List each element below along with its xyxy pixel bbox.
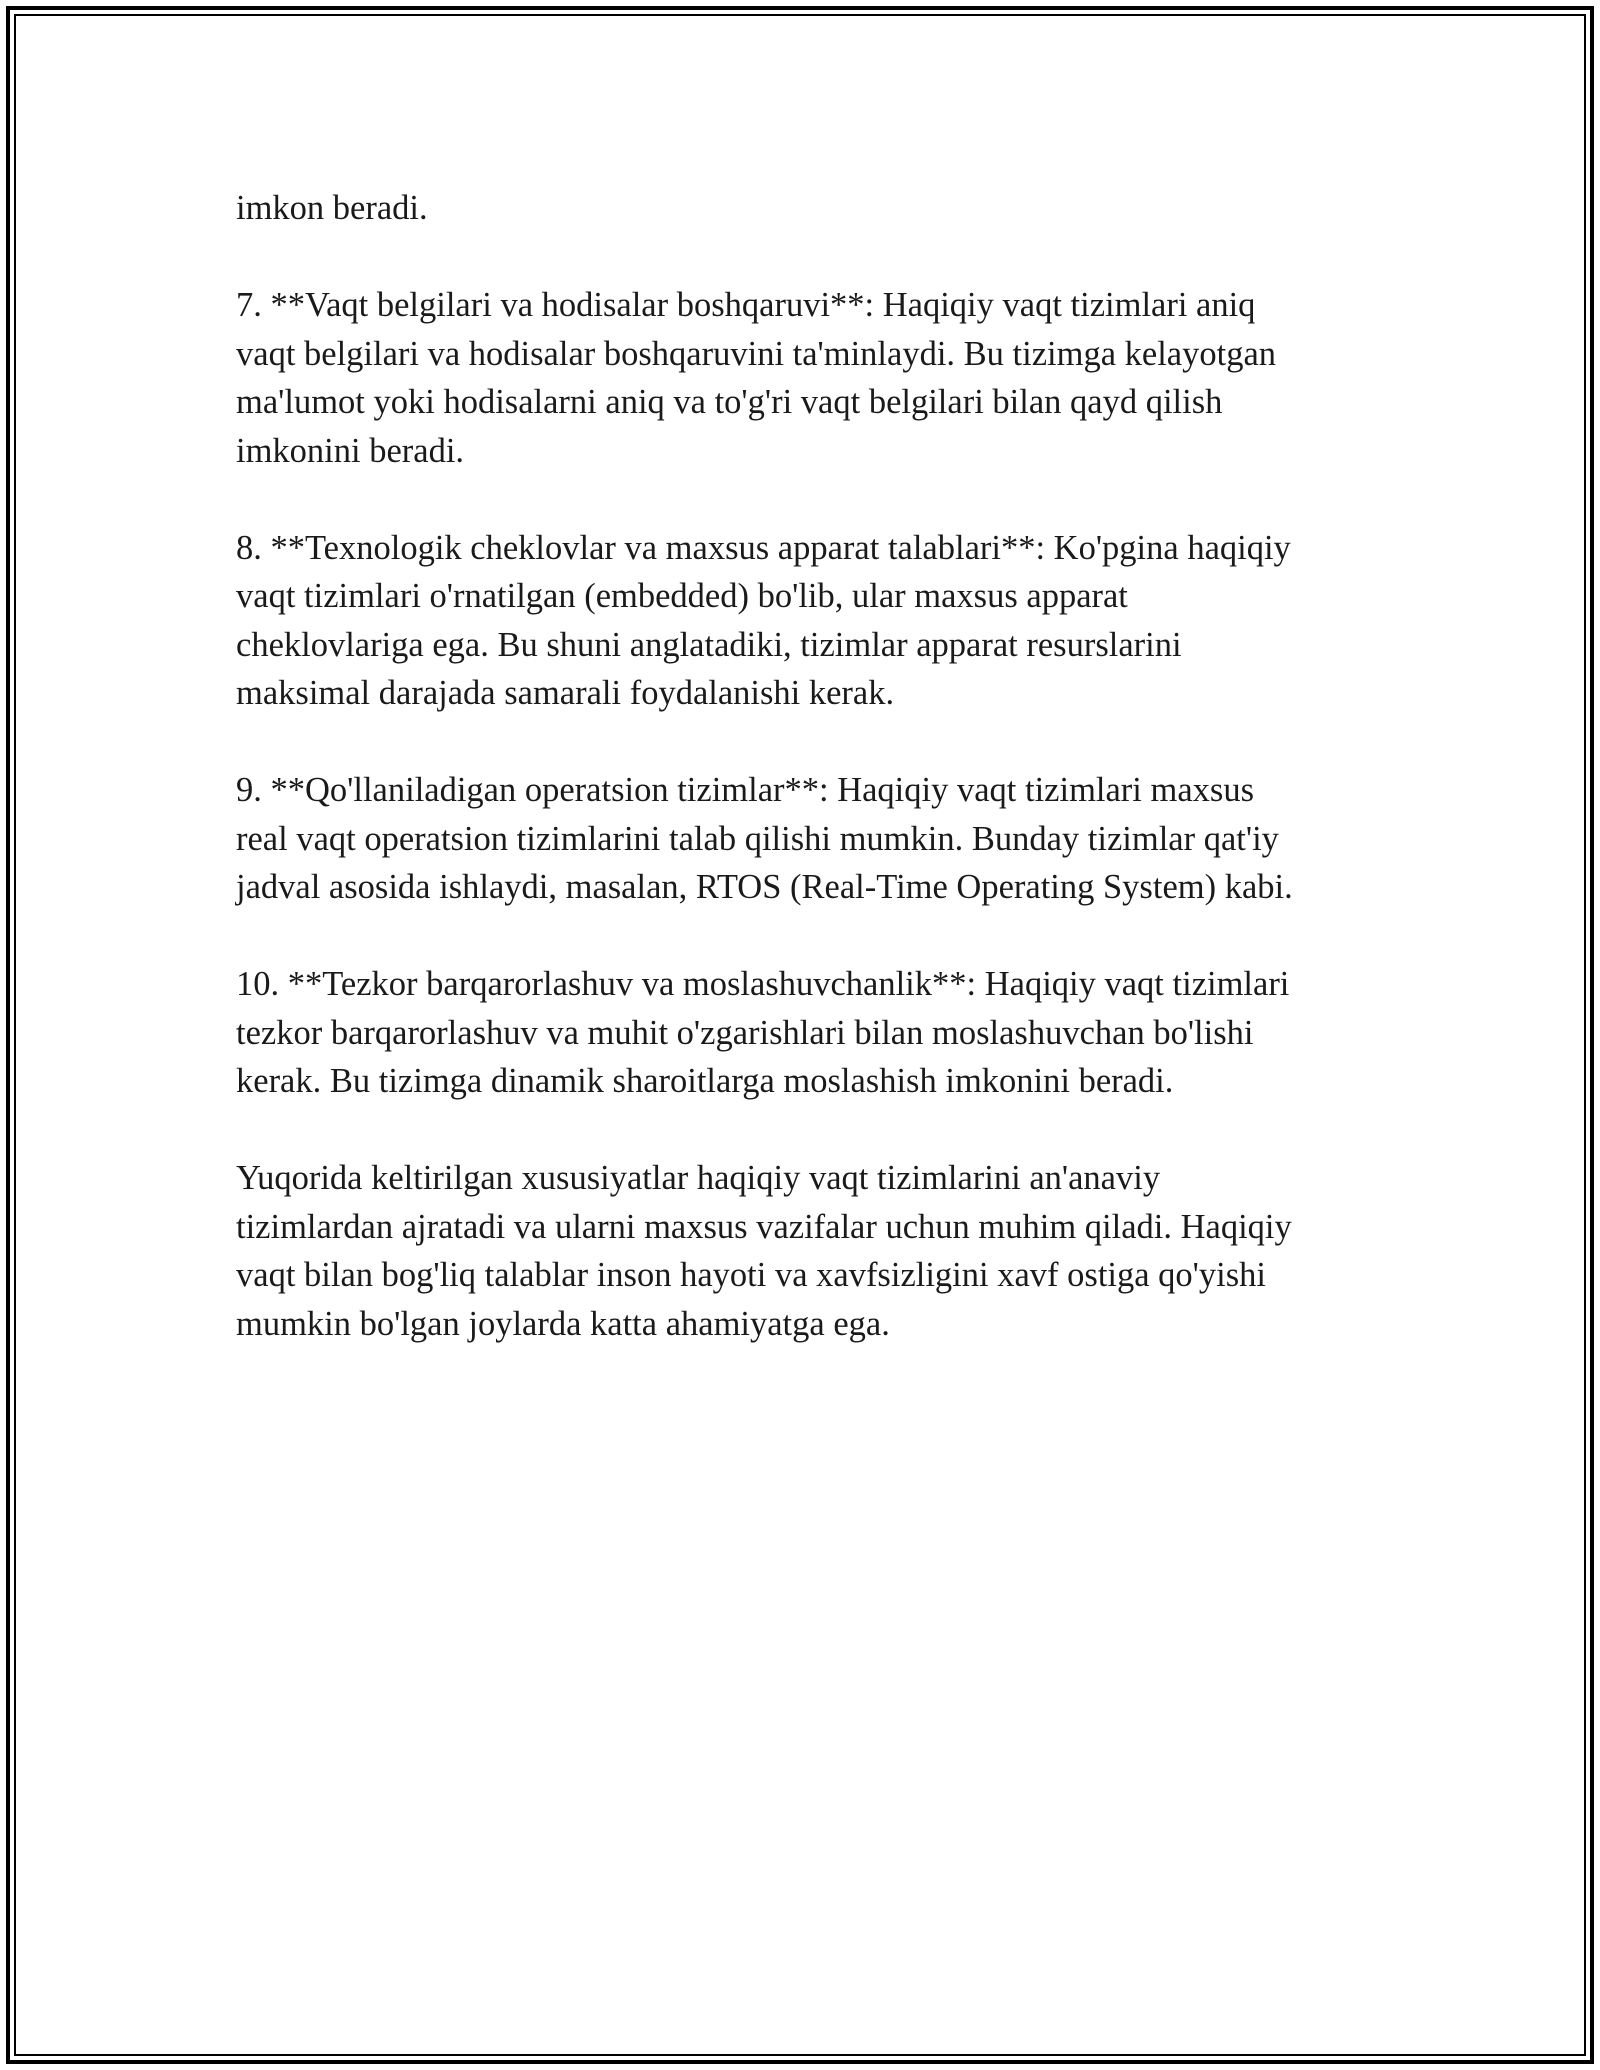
- document-body: [236, 184, 1386, 1397]
- conclusion-paragraph: Yuqorida keltirilgan xususiyatlar haqiqiy vaqt tizimlarini an'anaviy tizimlardan ajratadi va ularni maxsus vazifalar uchun muhim qiladi. Haqiqiy vaqt bilan bog'liq talablar inson hayoti va xavfsizligini xavf ostiga qo'yishi mumkin bo'lgan joylarda katta ahamiyatga ega.: [236, 1159, 1292, 1343]
- list-item-9: 9. **Qo'llaniladigan operatsion tizimlar**: Haqiqiy vaqt tizimlari maxsus real vaqt operatsion tizimlarini talab qilishi mumkin. Bunday tizimlar qat'iy jadval asosida ishlaydi, masalan, RTOS (Real-Time Operating System) kabi.: [236, 771, 1293, 906]
- list-item-7: 7. **Vaqt belgilari va hodisalar boshqaruvi**: Haqiqiy vaqt tizimlari aniq vaqt belgilari va hodisalar boshqaruvini ta'minlaydi. Bu tizimga kelayotgan ma'lumot yoki hodisalarni aniq va to'g'ri vaqt belgilari bilan qayd qilish imkonini beradi.: [236, 286, 1277, 470]
- paragraph-continuation: imkon beradi.: [236, 189, 428, 227]
- list-item-8: 8. **Texnologik cheklovlar va maxsus apparat talablari**: Ko'pgina haqiqiy vaqt tizimlari o'rnatilgan (embedded) bo'lib, ular maxsus apparat cheklovlariga ega. Bu shuni anglatadiki, tizimlar apparat resurslarini maksimal darajada samarali foydalanishi kerak.: [236, 528, 1291, 712]
- list-item-10: 10. **Tezkor barqarorlashuv va moslashuvchanlik**: Haqiqiy vaqt tizimlari tezkor barqarorlashuv va muhit o'zgarishlari bilan moslashuvchan bo'lishi kerak. Bu tizimga dinamik sharoitlarga moslashish imkonini beradi.: [236, 965, 1290, 1100]
